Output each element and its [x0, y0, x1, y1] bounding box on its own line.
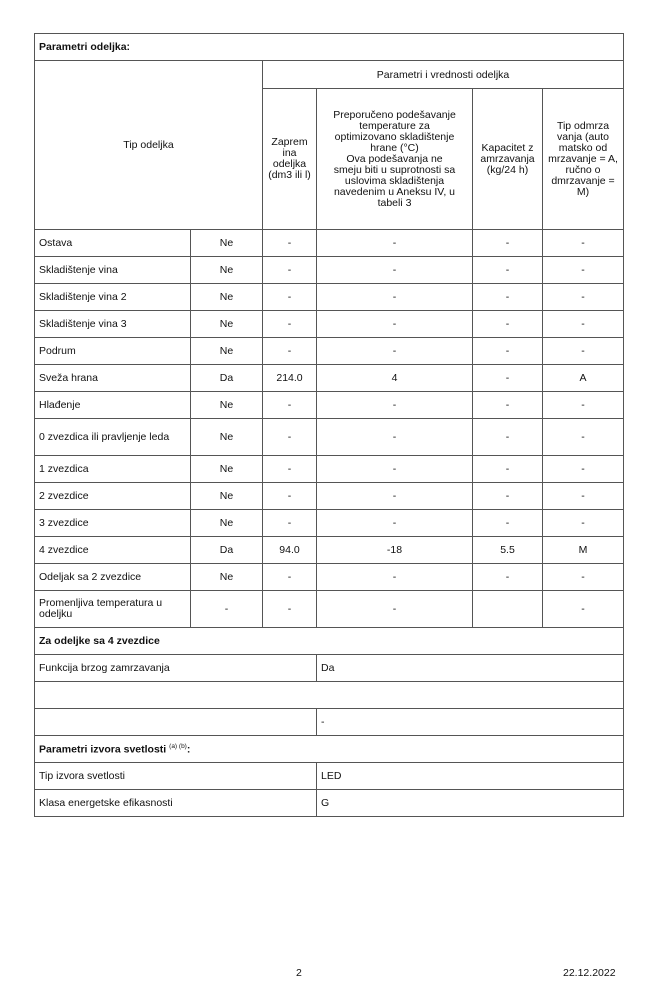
fast-freeze-value: Da: [317, 655, 624, 682]
compartment-name: Sveža hrana: [35, 365, 191, 392]
compartment-freezing-capacity: 5.5: [473, 537, 543, 564]
compartment-name: Odeljak sa 2 zvezdice: [35, 564, 191, 591]
light-source-heading-footnotes: (a) (b): [169, 742, 187, 750]
title-row: [35, 34, 624, 61]
compartment-parameters-table: [34, 33, 624, 817]
compartment-volume: -: [263, 230, 317, 257]
light-source-type-value: LED: [317, 763, 624, 790]
compartment-present: Ne: [191, 510, 263, 537]
compartment-defrost-type: -: [543, 419, 624, 456]
table-row: [35, 338, 624, 365]
compartment-temperature: -: [317, 483, 473, 510]
compartment-temperature: -: [317, 456, 473, 483]
compartment-name: Skladištenje vina 2: [35, 284, 191, 311]
compartment-volume: -: [263, 392, 317, 419]
compartment-temperature: -: [317, 257, 473, 284]
unnamed-parameter-row: [35, 709, 624, 736]
table-row: [35, 591, 624, 628]
compartment-defrost-type: -: [543, 483, 624, 510]
compartment-temperature: -: [317, 392, 473, 419]
light-source-type-row: [35, 763, 624, 790]
temperature-header-line: hrane (°C): [370, 141, 419, 154]
compartment-temperature: -: [317, 591, 473, 628]
table-row: [35, 311, 624, 338]
compartment-name: 3 zvezdice: [35, 510, 191, 537]
table-row: [35, 537, 624, 564]
compartment-defrost-type: -: [543, 591, 624, 628]
empty-row: [35, 682, 624, 709]
light-source-heading-text: Parametri izvora svetlosti: [39, 743, 167, 756]
temperature-header-line: smeju biti u suprotnosti sa: [333, 163, 456, 176]
compartment-defrost-type: -: [543, 392, 624, 419]
compartment-volume: -: [263, 419, 317, 456]
energy-efficiency-class-label: Klasa energetske efikasnosti: [35, 790, 317, 817]
energy-efficiency-class-row: [35, 790, 624, 817]
compartment-volume: -: [263, 456, 317, 483]
compartment-present: Ne: [191, 230, 263, 257]
fast-freeze-row: [35, 655, 624, 682]
parameters-group-header: Parametri i vrednosti odeljka: [263, 61, 624, 89]
compartment-freezing-capacity: [473, 591, 543, 628]
compartment-name: Podrum: [35, 338, 191, 365]
compartment-name: Hlađenje: [35, 392, 191, 419]
compartment-freezing-capacity: -: [473, 230, 543, 257]
compartment-freezing-capacity: -: [473, 564, 543, 591]
compartment-defrost-type: -: [543, 510, 624, 537]
compartment-present: Da: [191, 537, 263, 564]
compartment-defrost-type: -: [543, 257, 624, 284]
temperature-header-line: tabeli 3: [377, 196, 412, 209]
compartment-volume: -: [263, 510, 317, 537]
group-header-row: [35, 61, 624, 89]
compartment-freezing-capacity: -: [473, 284, 543, 311]
unnamed-parameter-value: -: [317, 709, 624, 736]
compartment-volume: -: [263, 483, 317, 510]
compartment-name: Ostava: [35, 230, 191, 257]
compartment-present: Ne: [191, 419, 263, 456]
table-row: [35, 483, 624, 510]
compartment-present: Da: [191, 365, 263, 392]
compartment-present: Ne: [191, 257, 263, 284]
fast-freeze-label: Funkcija brzog zamrzavanja: [35, 655, 317, 682]
temperature-header-line: uslovima skladištenja: [344, 174, 445, 187]
compartment-volume: -: [263, 257, 317, 284]
compartment-parameters-sheet: [34, 33, 623, 817]
four-star-heading-row: [35, 628, 624, 655]
compartment-temperature: -: [317, 564, 473, 591]
temperature-header-line: Preporučeno podešavanje: [333, 108, 456, 121]
compartment-name: Skladištenje vina 3: [35, 311, 191, 338]
compartment-freezing-capacity: -: [473, 365, 543, 392]
compartment-temperature: 4: [317, 365, 473, 392]
defrost-type-header: Tip odmrza vanja (auto matsko od mrzavanje = A, ručno o dmrzavanje = M): [543, 89, 624, 230]
compartment-temperature: -: [317, 510, 473, 537]
compartment-defrost-type: -: [543, 338, 624, 365]
compartment-present: -: [191, 591, 263, 628]
compartment-temperature: -: [317, 338, 473, 365]
compartment-freezing-capacity: -: [473, 257, 543, 284]
temperature-header-line: temperature za: [359, 119, 430, 132]
table-row: [35, 365, 624, 392]
table-row: [35, 257, 624, 284]
table-row: [35, 392, 624, 419]
compartment-present: Ne: [191, 456, 263, 483]
compartment-present: Ne: [191, 392, 263, 419]
compartment-present: Ne: [191, 338, 263, 365]
compartment-freezing-capacity: -: [473, 311, 543, 338]
temperature-header-line: optimizovano skladištenje: [334, 130, 455, 143]
compartment-name: 0 zvezdica ili pravljenje leda: [35, 419, 191, 456]
compartment-present: Ne: [191, 311, 263, 338]
compartment-volume: -: [263, 338, 317, 365]
table-row: [35, 419, 624, 456]
compartment-temperature: -18: [317, 537, 473, 564]
compartment-temperature: -: [317, 419, 473, 456]
compartment-freezing-capacity: -: [473, 510, 543, 537]
compartment-volume: -: [263, 591, 317, 628]
light-source-heading: [35, 736, 624, 763]
compartment-name: Promenljiva temperatura u odeljku: [35, 591, 191, 628]
unnamed-parameter-label: [35, 709, 317, 736]
temperature-header-line: Ova podešavanja ne: [346, 152, 443, 165]
compartment-defrost-type: -: [543, 230, 624, 257]
compartment-type-header: Tip odeljka: [35, 61, 263, 230]
compartment-name: Skladištenje vina: [35, 257, 191, 284]
compartment-volume: 94.0: [263, 537, 317, 564]
compartment-freezing-capacity: -: [473, 483, 543, 510]
compartment-name: 1 zvezdica: [35, 456, 191, 483]
compartment-defrost-type: -: [543, 311, 624, 338]
four-star-heading: Za odeljke sa 4 zvezdice: [35, 628, 624, 655]
table-row: [35, 284, 624, 311]
freezing-capacity-header: Kapacitet z amrzavanja (kg/24 h): [473, 89, 543, 230]
volume-header: Zaprem ina odeljka (dm3 ili l): [263, 89, 317, 230]
document-date: 22.12.2022: [563, 967, 616, 979]
compartment-freezing-capacity: -: [473, 338, 543, 365]
compartment-defrost-type: A: [543, 365, 624, 392]
compartment-name: 4 zvezdice: [35, 537, 191, 564]
table-row: [35, 564, 624, 591]
compartment-freezing-capacity: -: [473, 456, 543, 483]
energy-efficiency-class-value: G: [317, 790, 624, 817]
temperature-header: [317, 89, 473, 230]
table-row: [35, 230, 624, 257]
compartment-name: 2 zvezdice: [35, 483, 191, 510]
light-source-heading-colon: :: [186, 743, 191, 756]
compartment-present: Ne: [191, 483, 263, 510]
temperature-header-line: navedenim u Aneksu IV, u: [333, 185, 456, 198]
table-row: [35, 456, 624, 483]
compartment-volume: -: [263, 564, 317, 591]
light-source-heading-row: [35, 736, 624, 763]
compartment-volume: -: [263, 311, 317, 338]
compartment-volume: -: [263, 284, 317, 311]
table-title: Parametri odeljka:: [35, 34, 624, 61]
compartment-present: Ne: [191, 564, 263, 591]
table-row: [35, 510, 624, 537]
compartment-volume: 214.0: [263, 365, 317, 392]
compartment-temperature: -: [317, 230, 473, 257]
page-number: 2: [296, 967, 302, 979]
compartment-defrost-type: -: [543, 456, 624, 483]
empty: [35, 682, 624, 709]
compartment-temperature: -: [317, 284, 473, 311]
compartment-freezing-capacity: -: [473, 392, 543, 419]
compartment-defrost-type: -: [543, 284, 624, 311]
compartment-present: Ne: [191, 284, 263, 311]
compartment-temperature: -: [317, 311, 473, 338]
compartment-defrost-type: -: [543, 564, 624, 591]
compartment-freezing-capacity: -: [473, 419, 543, 456]
light-source-type-label: Tip izvora svetlosti: [35, 763, 317, 790]
compartment-defrost-type: M: [543, 537, 624, 564]
